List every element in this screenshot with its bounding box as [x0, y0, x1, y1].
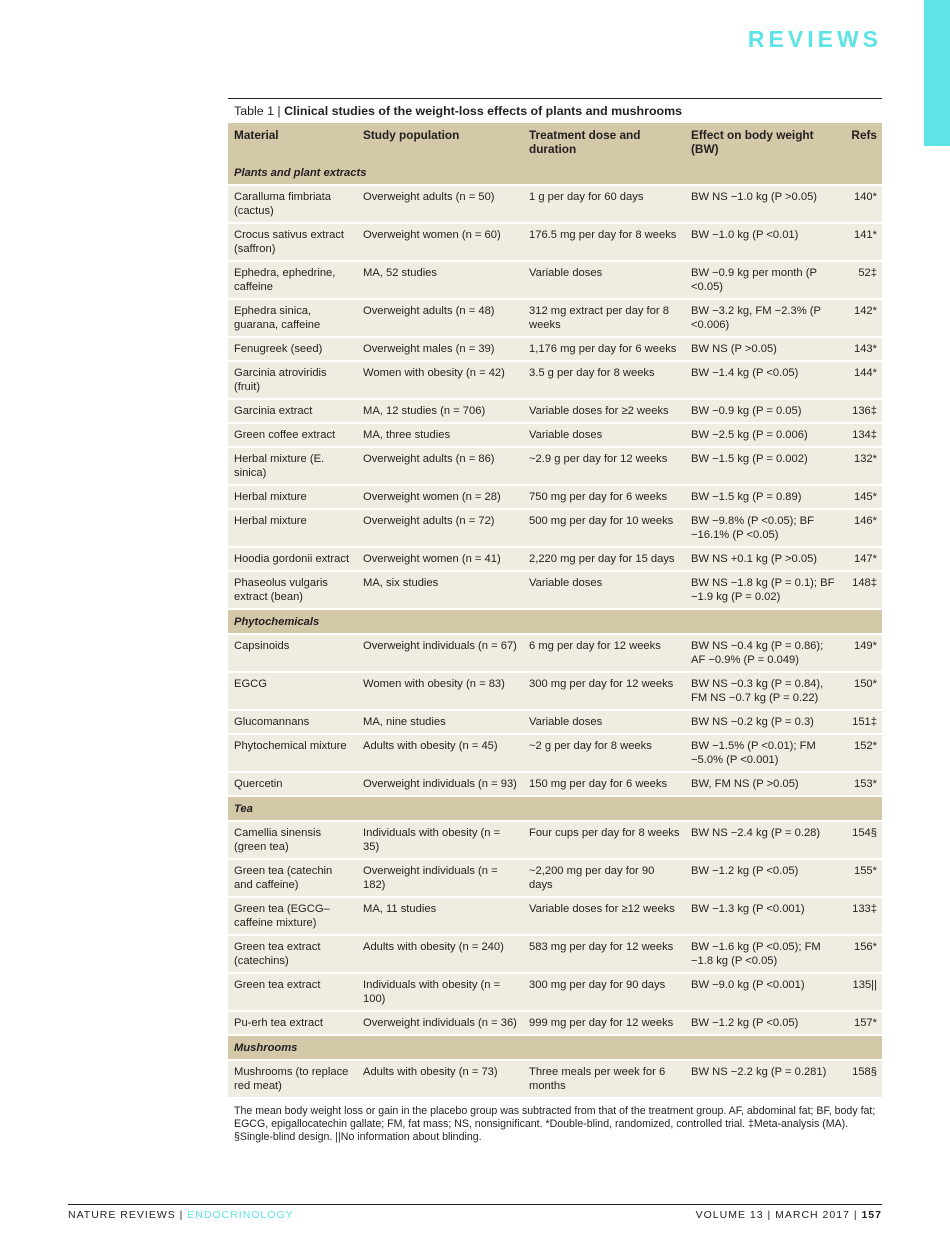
cell-material: Mushrooms (to replace red meat)	[228, 1060, 357, 1098]
table-row	[228, 399, 882, 423]
table-body	[228, 161, 882, 1098]
cell-population: Overweight adults (n = 72)	[357, 509, 523, 547]
table-row	[228, 547, 882, 571]
cell-effect: BW −1.5% (P <0.01); FM −5.0% (P <0.001)	[685, 734, 839, 772]
cell-dose: 1,176 mg per day for 6 weeks	[523, 337, 685, 361]
cell-refs: 136‡	[839, 399, 882, 423]
cell-effect: BW −1.4 kg (P <0.05)	[685, 361, 839, 399]
cell-effect: BW −0.9 kg (P = 0.05)	[685, 399, 839, 423]
cell-refs: 135||	[839, 973, 882, 1011]
cell-refs: 157*	[839, 1011, 882, 1035]
side-tab	[924, 0, 950, 146]
cell-effect: BW −3.2 kg, FM −2.3% (P <0.006)	[685, 299, 839, 337]
cell-material: Green coffee extract	[228, 423, 357, 447]
table-row	[228, 337, 882, 361]
table-row	[228, 571, 882, 609]
page-footer	[68, 1204, 882, 1221]
cell-material: Capsinoids	[228, 634, 357, 672]
cell-effect: BW −1.2 kg (P <0.05)	[685, 1011, 839, 1035]
cell-refs: 154§	[839, 821, 882, 859]
cell-effect: BW −9.0 kg (P <0.001)	[685, 973, 839, 1011]
cell-dose: 2,220 mg per day for 15 days	[523, 547, 685, 571]
section-heading: Phytochemicals	[228, 609, 882, 634]
cell-material: Phaseolus vulgaris extract (bean)	[228, 571, 357, 609]
section-row	[228, 609, 882, 634]
cell-refs: 132*	[839, 447, 882, 485]
cell-effect: BW NS −1.8 kg (P = 0.1); BF −1.9 kg (P = 0.02)	[685, 571, 839, 609]
cell-dose: 312 mg extract per day for 8 weeks	[523, 299, 685, 337]
cell-dose: 583 mg per day for 12 weeks	[523, 935, 685, 973]
cell-refs: 150*	[839, 672, 882, 710]
table-container	[228, 98, 882, 1144]
cell-refs: 134‡	[839, 423, 882, 447]
cell-material: Crocus sativus extract (saffron)	[228, 223, 357, 261]
cell-population: MA, nine studies	[357, 710, 523, 734]
cell-population: MA, six studies	[357, 571, 523, 609]
cell-effect: BW, FM NS (P >0.05)	[685, 772, 839, 796]
cell-effect: BW NS +0.1 kg (P >0.05)	[685, 547, 839, 571]
footer-volume: VOLUME 13 | MARCH 2017 |	[695, 1209, 862, 1221]
table-row	[228, 1060, 882, 1098]
table-caption	[228, 99, 882, 123]
cell-material: Ephedra, ephedrine, caffeine	[228, 261, 357, 299]
table-row	[228, 423, 882, 447]
cell-refs: 141*	[839, 223, 882, 261]
cell-refs: 158§	[839, 1060, 882, 1098]
cell-dose: Three meals per week for 6 months	[523, 1060, 685, 1098]
cell-population: MA, 52 studies	[357, 261, 523, 299]
header-population: Study population	[357, 123, 523, 161]
cell-material: Herbal mixture (E. sinica)	[228, 447, 357, 485]
header-effect: Effect on body weight (BW)	[685, 123, 839, 161]
cell-population: Overweight individuals (n = 93)	[357, 772, 523, 796]
table-row	[228, 859, 882, 897]
cell-effect: BW −1.5 kg (P = 0.002)	[685, 447, 839, 485]
cell-population: Adults with obesity (n = 45)	[357, 734, 523, 772]
cell-dose: 300 mg per day for 90 days	[523, 973, 685, 1011]
cell-material: Phytochemical mixture	[228, 734, 357, 772]
footer-volume-block	[696, 1209, 882, 1221]
cell-refs: 145*	[839, 485, 882, 509]
cell-dose: 300 mg per day for 12 weeks	[523, 672, 685, 710]
table-row	[228, 185, 882, 223]
cell-effect: BW NS −2.2 kg (P = 0.281)	[685, 1060, 839, 1098]
cell-population: Overweight adults (n = 86)	[357, 447, 523, 485]
cell-refs: 144*	[839, 361, 882, 399]
cell-material: Camellia sinensis (green tea)	[228, 821, 357, 859]
cell-dose: 150 mg per day for 6 weeks	[523, 772, 685, 796]
cell-dose: 750 mg per day for 6 weeks	[523, 485, 685, 509]
cell-material: Caralluma fimbriata (cactus)	[228, 185, 357, 223]
cell-material: Glucomannans	[228, 710, 357, 734]
cell-population: MA, 11 studies	[357, 897, 523, 935]
footer-journal-block	[68, 1209, 294, 1221]
cell-population: Individuals with obesity (n = 100)	[357, 973, 523, 1011]
cell-effect: BW −0.9 kg per month (P <0.05)	[685, 261, 839, 299]
cell-effect: BW −1.3 kg (P <0.001)	[685, 897, 839, 935]
table-row	[228, 634, 882, 672]
table-row	[228, 223, 882, 261]
cell-effect: BW NS −1.0 kg (P >0.05)	[685, 185, 839, 223]
table-row	[228, 772, 882, 796]
cell-population: Overweight individuals (n = 182)	[357, 859, 523, 897]
cell-dose: 999 mg per day for 12 weeks	[523, 1011, 685, 1035]
table-row	[228, 509, 882, 547]
cell-effect: BW NS (P >0.05)	[685, 337, 839, 361]
cell-dose: Variable doses	[523, 710, 685, 734]
cell-dose: ~2,200 mg per day for 90 days	[523, 859, 685, 897]
cell-refs: 155*	[839, 859, 882, 897]
cell-refs: 146*	[839, 509, 882, 547]
cell-refs: 149*	[839, 634, 882, 672]
cell-population: Individuals with obesity (n = 35)	[357, 821, 523, 859]
cell-refs: 133‡	[839, 897, 882, 935]
header-refs: Refs	[839, 123, 882, 161]
cell-population: Overweight women (n = 41)	[357, 547, 523, 571]
cell-dose: ~2 g per day for 8 weeks	[523, 734, 685, 772]
table-row	[228, 261, 882, 299]
cell-material: Fenugreek (seed)	[228, 337, 357, 361]
cell-population: Overweight women (n = 60)	[357, 223, 523, 261]
cell-effect: BW NS −0.3 kg (P = 0.84), FM NS −0.7 kg (P = 0.22)	[685, 672, 839, 710]
table-header	[228, 123, 882, 161]
cell-effect: BW −2.5 kg (P = 0.006)	[685, 423, 839, 447]
table-row	[228, 447, 882, 485]
cell-population: Overweight adults (n = 48)	[357, 299, 523, 337]
table-row	[228, 361, 882, 399]
table-row	[228, 299, 882, 337]
cell-population: Women with obesity (n = 83)	[357, 672, 523, 710]
cell-material: Garcinia atroviridis (fruit)	[228, 361, 357, 399]
cell-population: Overweight women (n = 28)	[357, 485, 523, 509]
cell-refs: 153*	[839, 772, 882, 796]
cell-effect: BW −1.6 kg (P <0.05); FM −1.8 kg (P <0.05)	[685, 935, 839, 973]
cell-population: Adults with obesity (n = 240)	[357, 935, 523, 973]
cell-material: Ephedra sinica, guarana, caffeine	[228, 299, 357, 337]
cell-material: Herbal mixture	[228, 509, 357, 547]
cell-dose: Variable doses for ≥2 weeks	[523, 399, 685, 423]
cell-effect: BW −1.5 kg (P = 0.89)	[685, 485, 839, 509]
cell-material: Garcinia extract	[228, 399, 357, 423]
table-row	[228, 710, 882, 734]
header-dose: Treatment dose and duration	[523, 123, 685, 161]
page-number: 157	[861, 1209, 882, 1221]
cell-refs: 140*	[839, 185, 882, 223]
cell-dose: ~2.9 g per day for 12 weeks	[523, 447, 685, 485]
cell-refs: 142*	[839, 299, 882, 337]
section-heading: Tea	[228, 796, 882, 821]
cell-refs: 52‡	[839, 261, 882, 299]
cell-dose: 500 mg per day for 10 weeks	[523, 509, 685, 547]
cell-refs: 152*	[839, 734, 882, 772]
cell-population: Overweight adults (n = 50)	[357, 185, 523, 223]
footer-section: ENDOCRINOLOGY	[187, 1209, 294, 1221]
section-heading: Mushrooms	[228, 1035, 882, 1060]
section-row	[228, 1035, 882, 1060]
cell-effect: BW NS −2.4 kg (P = 0.28)	[685, 821, 839, 859]
table-row	[228, 734, 882, 772]
cell-material: Green tea extract (catechins)	[228, 935, 357, 973]
cell-effect: BW −9.8% (P <0.05); BF −16.1% (P <0.05)	[685, 509, 839, 547]
studies-table	[228, 123, 882, 1099]
cell-dose: Variable doses	[523, 261, 685, 299]
cell-dose: 176.5 mg per day for 8 weeks	[523, 223, 685, 261]
table-row	[228, 935, 882, 973]
cell-refs: 143*	[839, 337, 882, 361]
table-row	[228, 897, 882, 935]
cell-population: MA, 12 studies (n = 706)	[357, 399, 523, 423]
section-label: REVIEWS	[747, 26, 882, 52]
table-row	[228, 672, 882, 710]
table-title: Clinical studies of the weight-loss effects of plants and mushrooms	[284, 104, 682, 118]
cell-dose: 1 g per day for 60 days	[523, 185, 685, 223]
cell-dose: Variable doses	[523, 423, 685, 447]
table-row	[228, 821, 882, 859]
cell-population: Overweight males (n = 39)	[357, 337, 523, 361]
cell-dose: Four cups per day for 8 weeks	[523, 821, 685, 859]
footer-journal: NATURE REVIEWS	[68, 1209, 176, 1221]
cell-dose: Variable doses	[523, 571, 685, 609]
table-row	[228, 485, 882, 509]
cell-material: Green tea (catechin and caffeine)	[228, 859, 357, 897]
cell-dose: 6 mg per day for 12 weeks	[523, 634, 685, 672]
table-row	[228, 973, 882, 1011]
cell-material: Green tea (EGCG–caffeine mixture)	[228, 897, 357, 935]
cell-effect: BW NS −0.4 kg (P = 0.86); AF −0.9% (P = 0.049)	[685, 634, 839, 672]
cell-effect: BW −1.2 kg (P <0.05)	[685, 859, 839, 897]
cell-refs: 151‡	[839, 710, 882, 734]
cell-dose: 3.5 g per day for 8 weeks	[523, 361, 685, 399]
cell-effect: BW NS −0.2 kg (P = 0.3)	[685, 710, 839, 734]
section-heading: Plants and plant extracts	[228, 161, 882, 185]
cell-dose: Variable doses for ≥12 weeks	[523, 897, 685, 935]
cell-material: Green tea extract	[228, 973, 357, 1011]
section-row	[228, 796, 882, 821]
table-footnote: The mean body weight loss or gain in the placebo group was subtracted from that of the treatment group. AF, abdominal fat; BF, body fat; EGCG, epigallocatechin gallate; FM, fat mass; NS, nonsignificant. *Double-blind, randomized, controlled trial. ‡Meta-analysis (MA). §Single-blind design. ||No information about blinding.	[234, 1105, 876, 1143]
cell-material: Hoodia gordonii extract	[228, 547, 357, 571]
header-material: Material	[228, 123, 357, 161]
table-number: Table 1 |	[234, 104, 285, 118]
cell-refs: 147*	[839, 547, 882, 571]
cell-material: Herbal mixture	[228, 485, 357, 509]
cell-population: Overweight individuals (n = 67)	[357, 634, 523, 672]
cell-population: Women with obesity (n = 42)	[357, 361, 523, 399]
cell-material: EGCG	[228, 672, 357, 710]
section-row	[228, 161, 882, 185]
cell-refs: 148‡	[839, 571, 882, 609]
cell-material: Pu-erh tea extract	[228, 1011, 357, 1035]
cell-refs: 156*	[839, 935, 882, 973]
cell-population: MA, three studies	[357, 423, 523, 447]
table-row	[228, 1011, 882, 1035]
cell-population: Adults with obesity (n = 73)	[357, 1060, 523, 1098]
cell-population: Overweight individuals (n = 36)	[357, 1011, 523, 1035]
cell-material: Quercetin	[228, 772, 357, 796]
footer-separator: |	[175, 1209, 188, 1221]
cell-effect: BW −1.0 kg (P <0.01)	[685, 223, 839, 261]
